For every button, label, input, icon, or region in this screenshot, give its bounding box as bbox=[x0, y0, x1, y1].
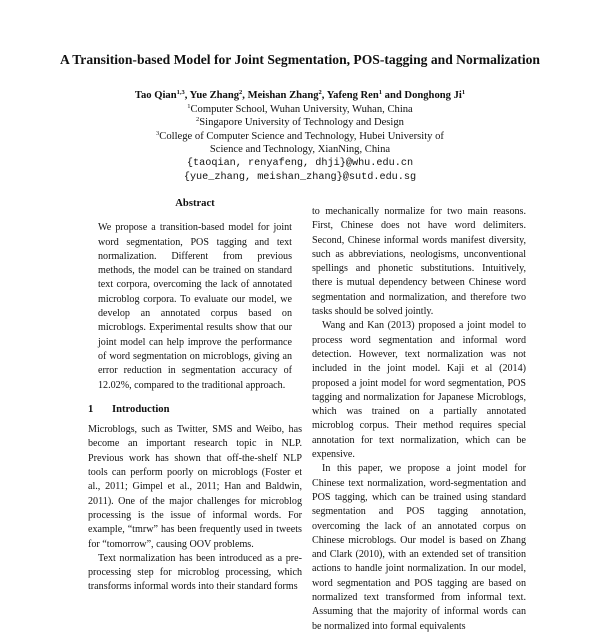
paragraph: Microblogs, such as Twitter, SMS and Weibo, has become an important research topic in NLP. Previous work has shown that off-the-shelf NLP tools can perform poorly on microblogs (Foster et al., 2011; Gimpel et al., 2011; Han and Baldwin, 2011). One of the major challenges for microblog processing is the issue of informal words. For example, “tmrw” has been frequently used in tweets for “tomorrow”, causing OOV problems. bbox=[88, 424, 302, 550]
affiliation: Science and Technology, XianNing, China bbox=[209, 144, 391, 156]
author-name: Donghong Ji bbox=[404, 90, 462, 101]
paragraph: to mechanically normalize for two main reasons. First, Chinese does not have word delimiters. Second, Chinese informal words manifest diversity, such as abbreviations, neologisms, unconventional spellings and phonetic substitutions. Intuitively, there is mutual dependency between Chinese word segmentation and normalization, and therefore two tasks should be solved jointly. bbox=[312, 206, 526, 318]
abstract-text: We propose a transition-based model for joint word segmentation, POS tagging and text normalization. Different from previous methods, the model can be trained on standard text corpora, overcoming the lack of annotated microblog corpora. To evaluate our model, we develop an annotated corpus based on microblogs. Experimental results show that our joint model can help improve the performance of word segmentation on microblogs, giving an error reduction in segmentation accuracy of 12.02%, compared to the traditional approach. bbox=[98, 222, 292, 391]
email: {yue_zhang, meishan_zhang}@sutd.edu.sg bbox=[183, 171, 417, 183]
paragraph: Wang and Kan (2013) proposed a joint model to process word segmentation and informal word detection. However, text normalization was not included in the joint model. Kaji et al (2014) proposed a joint model for word segmentation, POS tagging and normalization for Japanese Microblogs, which was trained on a partially annotated microblog corpus. Their method requires special annotation for text normalization, which can be expensive. bbox=[312, 320, 526, 461]
affiliation: $^1$Computer School, Wuhan University, Wuhan, China bbox=[187, 102, 413, 115]
paper-title: A Transition-based Model for Joint Segmentation, POS-tagging and Normalization bbox=[60, 52, 540, 67]
section-heading-introduction bbox=[88, 403, 302, 417]
author-affil-mark: 2 bbox=[239, 89, 243, 96]
email: {taoqian, renyafeng, dhji}@whu.edu.cn bbox=[186, 157, 414, 169]
right-column bbox=[312, 205, 526, 634]
abstract-heading: Abstract bbox=[175, 198, 215, 209]
affiliation: $^2$Singapore University of Technology and Design bbox=[196, 116, 404, 129]
section-title: Introduction bbox=[112, 403, 170, 415]
author-name: Tao Qian bbox=[134, 90, 177, 101]
paragraph: In this paper, we propose a joint model for Chinese text normalization, word-segmentation and POS tagging, which can be trained using standard segmentation and POS tagging annotation, overcoming the lack of an annotated corpus on Chinese microblogs. Our model is based on Zhang and Clark (2010), with an extended set of transition actions to handle joint normalization. In our model, word segmentation and POS tagging are based on normalized text transformed from informal text. Assuming that the majority of informal words can be normalized into formal equivalents bbox=[312, 463, 526, 632]
author-name: Yue Zhang bbox=[189, 90, 240, 101]
author-names: Tao Qian$^{1,3}$, Yue Zhang$^2$, Meishan Zhang$^2$, Yafeng Ren$^1$ and Donghong Ji$^1$ bbox=[134, 89, 466, 101]
author-affil-mark: 1 bbox=[378, 89, 383, 96]
author-affil-mark: 1,3 bbox=[176, 89, 185, 96]
author-name: Meishan Zhang bbox=[247, 90, 319, 101]
section-number: 1 bbox=[88, 403, 94, 415]
abstract-body bbox=[88, 221, 302, 393]
author-affil-mark: 2 bbox=[318, 89, 322, 96]
affiliation: $^3$College of Computer Science and Technology, Hubei University of bbox=[156, 129, 444, 142]
left-column bbox=[88, 197, 302, 595]
author-affil-mark: 1 bbox=[461, 89, 466, 96]
author-name: Yafeng Ren bbox=[326, 90, 379, 101]
author-block bbox=[40, 89, 560, 184]
paragraph: Text normalization has been introduced as a pre-processing step for microblog processing, which transforms informal words into their standard forms bbox=[88, 552, 302, 593]
introduction-body bbox=[88, 423, 302, 595]
